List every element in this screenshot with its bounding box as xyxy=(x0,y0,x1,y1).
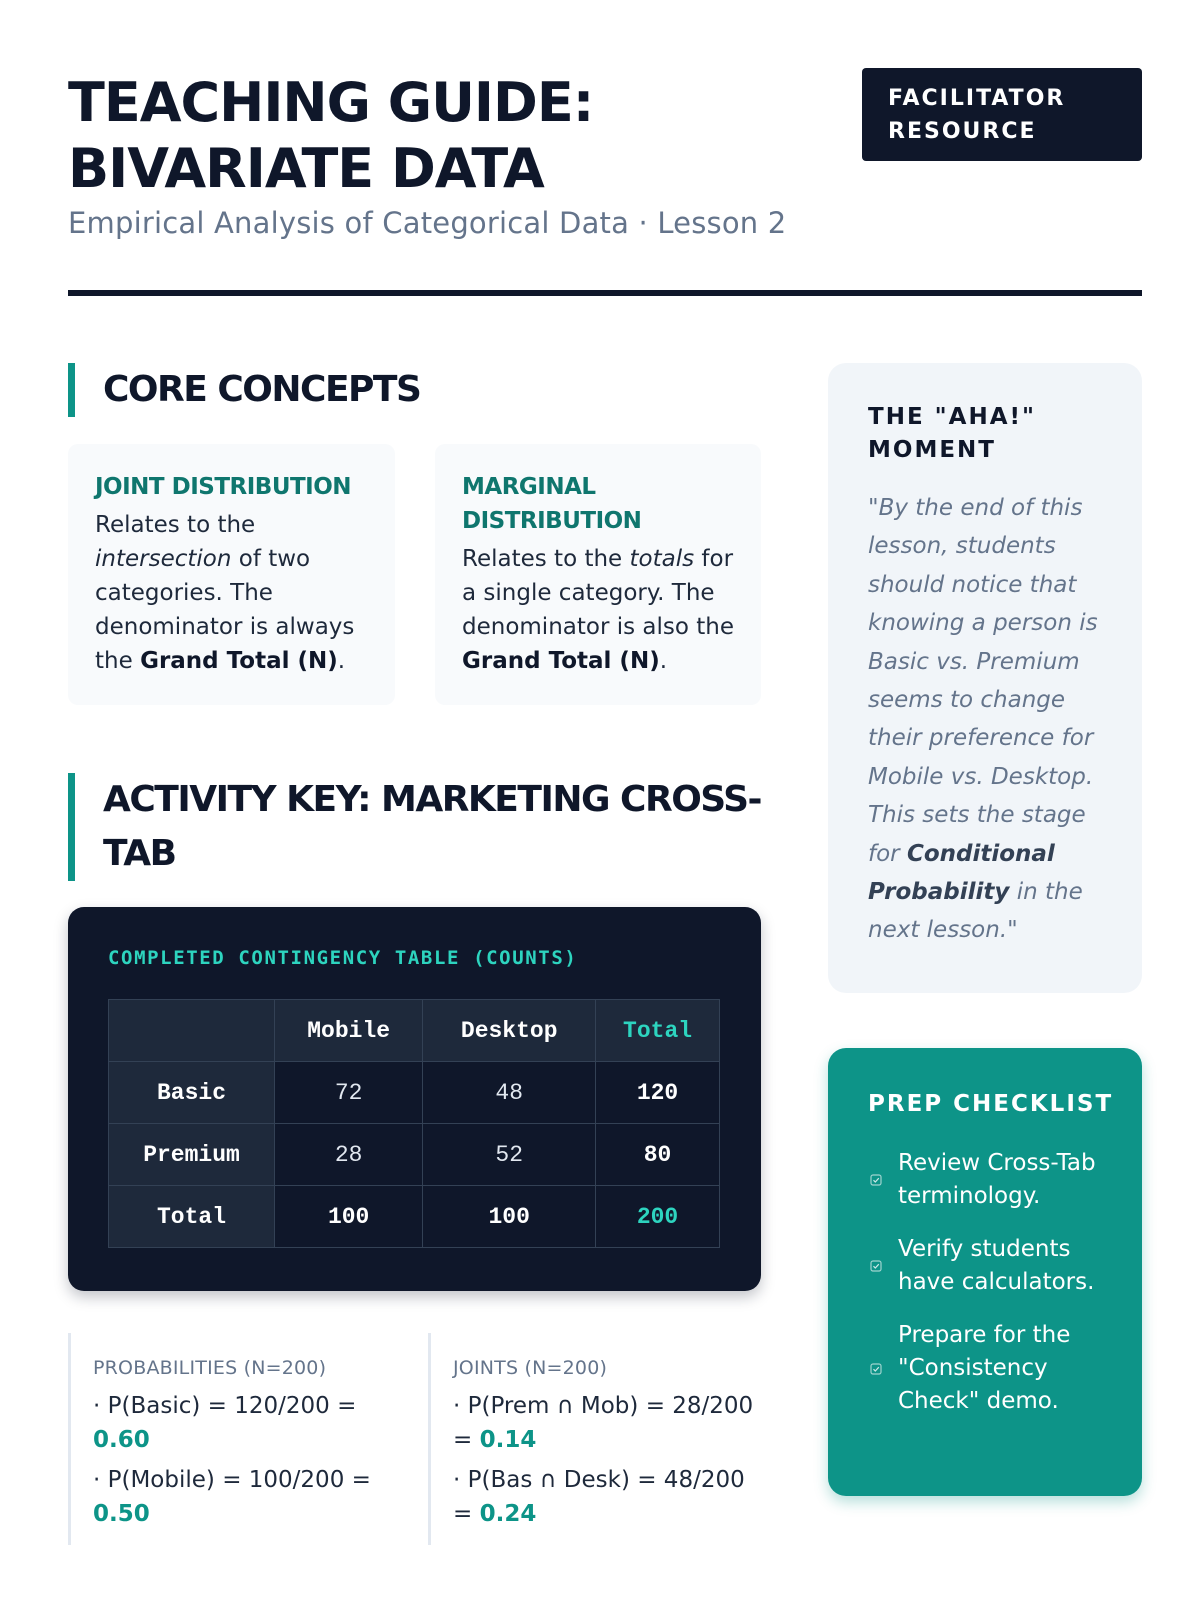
joint-line xyxy=(453,1463,768,1531)
probability-line xyxy=(93,1389,408,1457)
probabilities-column xyxy=(68,1333,408,1545)
aha-quote-part: "By the end of this lesson, students should notice that knowing a person is Basic vs. Premium seems to change their preference for Mobile vs. Desktop. This sets the stage for xyxy=(868,495,1098,867)
badge-line-1: FACILITATOR xyxy=(888,86,1066,111)
checklist-item xyxy=(868,1319,1122,1418)
checkbox-icon xyxy=(868,1363,884,1375)
row-label: Total xyxy=(109,1186,275,1248)
table-header-cell: Mobile xyxy=(275,1000,423,1062)
page-subtitle: Empirical Analysis of Categorical Data · Lesson 2 xyxy=(68,206,787,240)
joint-distribution-text xyxy=(95,508,369,678)
joint-value: 0.24 xyxy=(479,1501,537,1527)
joint-text-part: . xyxy=(337,648,346,674)
joints-heading: JOINTS (N=200) xyxy=(453,1357,608,1379)
prep-checklist-box xyxy=(828,1048,1142,1496)
probability-value: 0.60 xyxy=(93,1427,150,1453)
activity-key-heading: ACTIVITY KEY: MARKETING CROSS-TAB xyxy=(68,773,768,881)
table-cell: 48 xyxy=(423,1062,596,1124)
probabilities-heading: PROBABILITIES (N=200) xyxy=(93,1357,327,1379)
probability-expression: · P(Mobile) = 100/200 = xyxy=(93,1467,371,1493)
contingency-table-panel xyxy=(68,907,761,1291)
checklist-item xyxy=(868,1233,1122,1299)
joints-column xyxy=(428,1333,768,1545)
joint-text-bold: Grand Total (N) xyxy=(140,648,338,674)
marginal-text-part: . xyxy=(659,648,668,674)
prep-checklist xyxy=(868,1147,1122,1418)
aha-moment-quote xyxy=(868,489,1114,950)
marginal-text-part: for a single category. The denominator is also the xyxy=(462,546,735,640)
joint-text-part: Relates to the xyxy=(95,512,256,538)
table-cell: 72 xyxy=(275,1062,423,1124)
checkbox-icon xyxy=(868,1260,884,1272)
table-cell: 120 xyxy=(596,1062,720,1124)
facilitator-badge xyxy=(862,68,1142,161)
marginal-distribution-title: MARGINAL DISTRIBUTION xyxy=(462,474,642,534)
table-header-row xyxy=(109,1000,720,1062)
joint-line xyxy=(453,1389,768,1457)
contingency-table xyxy=(108,999,720,1248)
checklist-item-label: Review Cross-Tab terminology. xyxy=(898,1150,1096,1209)
core-concepts-heading: CORE CONCEPTS xyxy=(68,363,420,417)
checklist-item xyxy=(868,1147,1122,1213)
joint-text-emphasis: intersection xyxy=(95,546,232,572)
title-line-1: TEACHING GUIDE: xyxy=(68,71,594,134)
contingency-table-label: COMPLETED CONTINGENCY TABLE (COUNTS) xyxy=(108,947,578,969)
page-title xyxy=(68,70,788,202)
table-cell: 80 xyxy=(596,1124,720,1186)
probability-value: 0.50 xyxy=(93,1501,150,1527)
badge-line-2: RESOURCE xyxy=(888,119,1037,144)
joint-expression: · P(Prem ∩ Mob) = 28/200 = xyxy=(453,1393,754,1453)
checklist-item-label: Verify students have calculators. xyxy=(898,1236,1095,1295)
joint-expression: · P(Bas ∩ Desk) = 48/200 = xyxy=(453,1467,745,1527)
checkbox-icon xyxy=(868,1174,884,1186)
grand-total-cell: 200 xyxy=(596,1186,720,1248)
aha-moment-heading: THE "AHA!" MOMENT xyxy=(868,404,1036,463)
marginal-text-part: Relates to the xyxy=(462,546,630,572)
marginal-text-emphasis: totals xyxy=(629,546,695,572)
probability-expression: · P(Basic) = 120/200 = xyxy=(93,1393,357,1419)
marginal-distribution-card xyxy=(435,444,761,705)
table-header-cell xyxy=(109,1000,275,1062)
marginal-text-bold: Grand Total (N) xyxy=(462,648,660,674)
row-label: Basic xyxy=(109,1062,275,1124)
checklist-item-label: Prepare for the "Consistency Check" demo. xyxy=(898,1322,1071,1414)
header-divider xyxy=(68,290,1142,296)
table-row xyxy=(109,1062,720,1124)
aha-quote-part: in the next lesson." xyxy=(868,879,1083,944)
prep-checklist-heading: PREP CHECKLIST xyxy=(868,1091,1114,1117)
table-row xyxy=(109,1186,720,1248)
joint-text-part: of two categories. The denominator is always the xyxy=(95,546,355,674)
aha-moment-box xyxy=(828,363,1142,993)
title-line-2: BIVARIATE DATA xyxy=(68,137,544,200)
aha-quote-bold: Conditional Probability xyxy=(868,840,1055,906)
probability-line xyxy=(93,1463,408,1531)
row-label: Premium xyxy=(109,1124,275,1186)
table-header-cell: Desktop xyxy=(423,1000,596,1062)
joint-value: 0.14 xyxy=(479,1427,537,1453)
table-row xyxy=(109,1124,720,1186)
table-cell: 28 xyxy=(275,1124,423,1186)
marginal-distribution-text xyxy=(462,542,735,678)
table-cell: 100 xyxy=(275,1186,423,1248)
joint-distribution-title: JOINT DISTRIBUTION xyxy=(95,474,352,500)
table-cell: 100 xyxy=(423,1186,596,1248)
joint-distribution-card xyxy=(68,444,395,705)
table-cell: 52 xyxy=(423,1124,596,1186)
table-header-cell: Total xyxy=(596,1000,720,1062)
